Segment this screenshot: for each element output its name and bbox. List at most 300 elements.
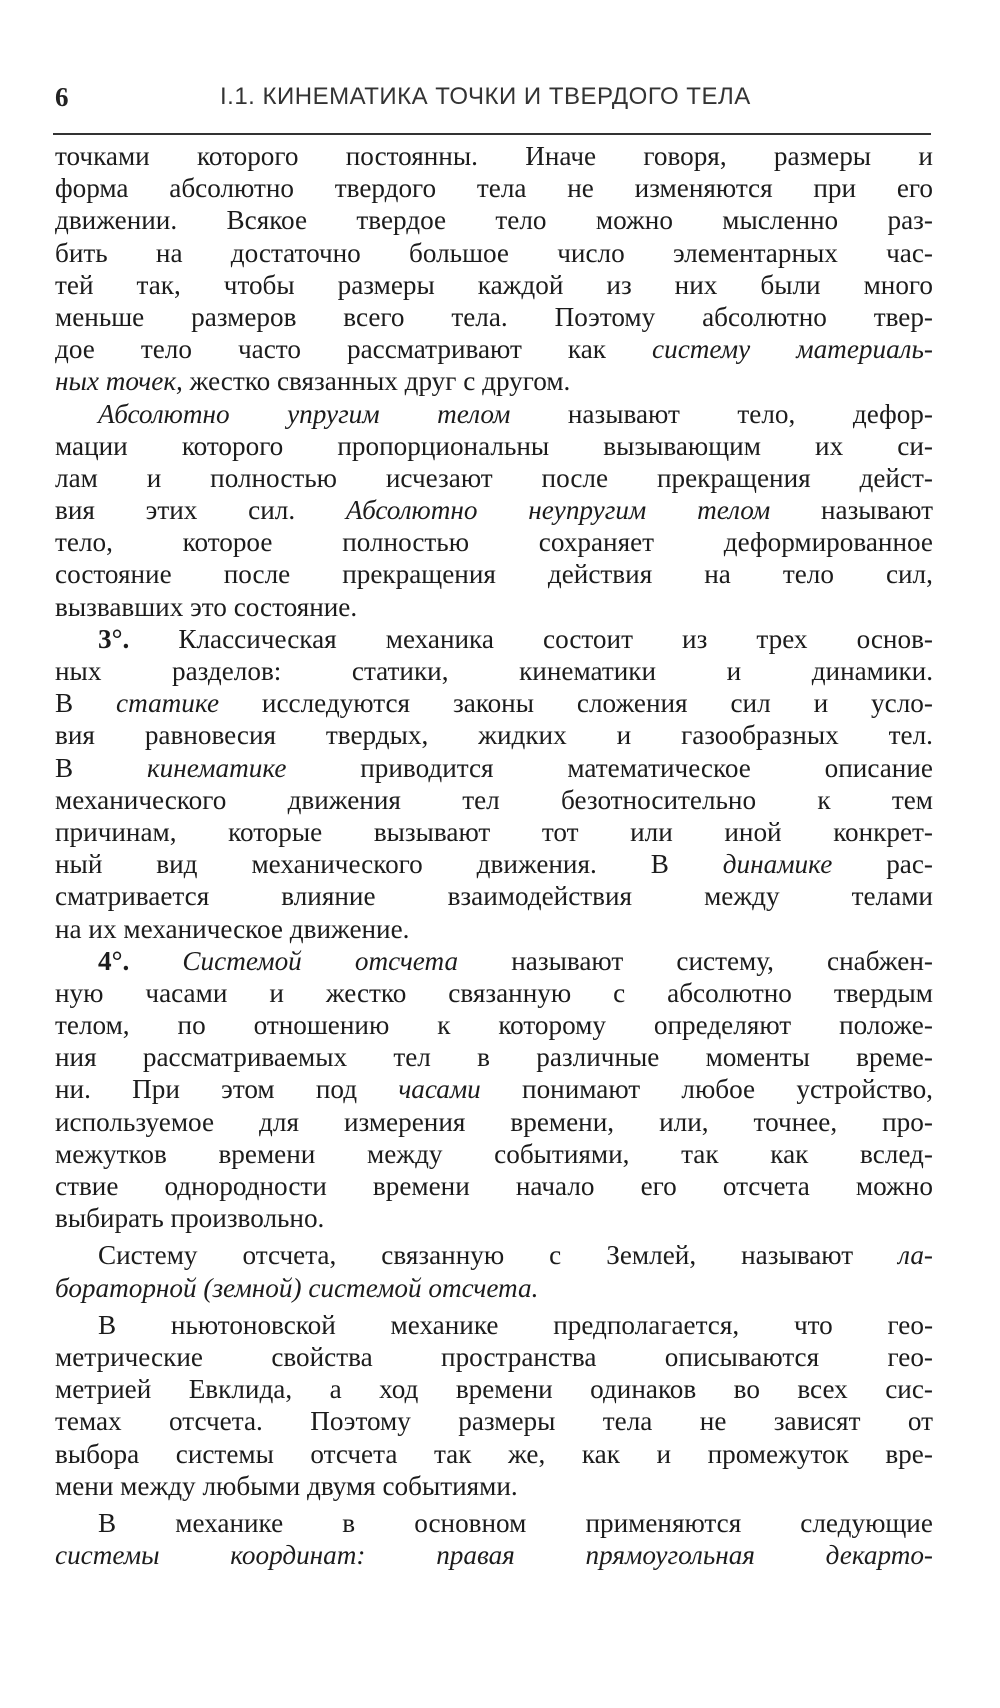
word: зависят: [773, 1406, 861, 1437]
word: и: [656, 1438, 672, 1469]
word: гео-: [887, 1309, 933, 1340]
text-line: [55, 816, 933, 848]
text-line: [55, 204, 933, 236]
text-line: [55, 623, 933, 655]
word: точнее,: [753, 1106, 838, 1137]
word: и: [726, 656, 742, 686]
word: иной: [724, 816, 782, 847]
word: с: [549, 1240, 562, 1271]
word: к: [437, 1010, 451, 1041]
word: времени: [455, 1374, 553, 1405]
word: В: [98, 1309, 117, 1340]
word: усло-: [871, 688, 933, 719]
word: тело,: [55, 527, 113, 558]
text-line: [55, 526, 933, 558]
word: материаль-: [796, 334, 933, 365]
word: межутков: [55, 1138, 167, 1169]
word: точками: [55, 141, 150, 171]
text-line: [55, 333, 933, 365]
word: его: [896, 173, 933, 204]
word: трех: [756, 623, 808, 654]
word: телом: [437, 398, 511, 429]
word: тела: [476, 173, 527, 204]
word: Поэтому: [310, 1406, 411, 1437]
word: двумя: [306, 1470, 376, 1501]
word: размеры: [458, 1406, 556, 1437]
word: так: [433, 1438, 472, 1469]
word: В: [650, 849, 669, 880]
word: динамики.: [811, 656, 933, 686]
word: движении.: [55, 205, 178, 236]
word: равновесия: [144, 720, 276, 751]
word: которое: [182, 527, 273, 558]
word: можно: [595, 205, 673, 236]
word: на: [55, 913, 82, 944]
word: можно: [855, 1171, 933, 1201]
word: (земной): [203, 1272, 302, 1303]
text-line: [55, 1373, 933, 1405]
word: вре-: [885, 1438, 933, 1469]
word: законы: [452, 688, 534, 719]
text-line: [55, 1405, 933, 1437]
word: сматривается: [55, 881, 210, 912]
word: приводится: [360, 752, 494, 783]
word: времени: [218, 1138, 316, 1169]
word: достаточно: [230, 237, 361, 268]
word: моменты: [705, 1042, 810, 1073]
text-line: [55, 1073, 933, 1105]
word: дое: [55, 334, 95, 365]
word: ход: [379, 1374, 419, 1405]
word: разделов:: [171, 656, 282, 686]
word: которые: [228, 816, 323, 847]
word: определяют: [653, 1010, 792, 1041]
word: а: [329, 1374, 342, 1405]
word: начало: [515, 1171, 595, 1201]
word: произвольно.: [170, 1203, 325, 1234]
word: для: [259, 1106, 299, 1137]
text-line: [55, 172, 933, 204]
word: часами: [145, 977, 228, 1008]
word: статике: [116, 688, 220, 719]
word: темах: [55, 1406, 122, 1437]
word: Иначе: [525, 141, 597, 171]
word: сил: [730, 688, 771, 719]
word: них: [674, 269, 718, 300]
page-header: [55, 82, 935, 122]
word: точек,: [105, 366, 183, 397]
word: Поэтому: [554, 301, 656, 332]
body-text: [55, 140, 933, 1571]
word: причинам,: [55, 816, 177, 847]
word: тел: [393, 1042, 431, 1073]
text-line: [55, 1438, 933, 1470]
word: ных: [55, 656, 102, 686]
word: отсчета: [310, 1438, 398, 1469]
word: любое: [681, 1074, 756, 1105]
word: гео-: [887, 1341, 933, 1372]
word: исследуются: [261, 688, 411, 719]
word: как: [567, 334, 606, 365]
word: безотносительно: [560, 784, 757, 815]
word: друг: [404, 366, 457, 397]
text-line: [55, 655, 933, 687]
text-line: [55, 1009, 933, 1041]
word: си-: [897, 430, 933, 461]
word: Абсолютно: [345, 495, 478, 526]
word: влияние: [281, 881, 376, 912]
word: телами: [851, 881, 933, 912]
word: ствие: [55, 1171, 119, 1201]
text-line: [55, 1341, 933, 1373]
word: системой: [308, 1272, 422, 1303]
word: их: [815, 430, 844, 461]
word: связанную: [448, 977, 572, 1008]
word: используемое: [55, 1106, 215, 1137]
word: называют: [511, 945, 624, 976]
word: абсолютно: [169, 173, 294, 204]
word: рассматриваемых: [142, 1042, 348, 1073]
text-line: [55, 1239, 933, 1271]
word: движения: [287, 784, 401, 815]
word: тел.: [888, 720, 933, 751]
word: Системой: [182, 945, 302, 976]
word: 3°.: [98, 623, 130, 654]
text-line: [55, 398, 933, 430]
word: так: [681, 1138, 719, 1169]
word: действия: [547, 559, 653, 590]
word: или: [630, 816, 673, 847]
word: отношению: [253, 1010, 390, 1041]
word: состоит: [543, 623, 633, 654]
word: свойства: [271, 1341, 373, 1372]
word: исчезают: [385, 462, 493, 493]
word: сис-: [885, 1374, 933, 1405]
word: и: [269, 977, 284, 1008]
word: всего: [343, 301, 405, 332]
word: Систему: [98, 1240, 198, 1271]
word: устройство,: [796, 1074, 933, 1105]
text-line: [55, 237, 933, 269]
text-line: [55, 880, 933, 912]
word: лам: [55, 462, 98, 493]
word: сохраняет: [538, 527, 655, 558]
word: времени,: [510, 1106, 615, 1137]
text-line: [55, 1106, 933, 1138]
text-line: [55, 140, 933, 172]
word: любыми: [202, 1470, 301, 1501]
text-line: [55, 591, 933, 623]
text-line: [55, 558, 933, 590]
word: промежуток: [707, 1438, 849, 1469]
word: этих: [145, 495, 198, 526]
word: кинематике: [146, 752, 287, 783]
word: бить: [55, 237, 108, 268]
word: прямоугольная: [585, 1540, 755, 1571]
word: декарто-: [825, 1540, 933, 1571]
word: пропорциональны: [337, 430, 550, 461]
word: механике: [175, 1507, 284, 1538]
word: связанных: [276, 366, 398, 397]
word: Всякое: [226, 205, 308, 236]
word: основном: [414, 1507, 527, 1538]
word: постоянны.: [345, 141, 478, 171]
word: не: [699, 1406, 727, 1437]
word: по: [177, 1010, 206, 1041]
word: бораторной: [55, 1272, 197, 1303]
word: после: [223, 559, 291, 590]
word: между: [120, 1470, 196, 1501]
word: Землей,: [606, 1240, 697, 1271]
word: ных: [55, 366, 99, 397]
word: 4°.: [98, 945, 130, 976]
word: дефор-: [852, 398, 933, 429]
word: правая: [436, 1540, 515, 1571]
text-line: [55, 1309, 933, 1341]
word: абсолютно: [667, 977, 792, 1008]
word: времени: [372, 1171, 470, 1201]
word: связанную: [381, 1240, 505, 1271]
word: механике: [390, 1309, 499, 1340]
word: одинаков: [590, 1374, 697, 1405]
word: однородности: [164, 1171, 327, 1201]
word: движения.: [476, 849, 597, 880]
word: другом.: [482, 366, 571, 397]
word: не: [567, 173, 594, 204]
word: рас-: [886, 849, 933, 880]
word: форма: [55, 173, 129, 204]
word: на: [704, 559, 731, 590]
word: от: [907, 1406, 933, 1437]
word: выбора: [55, 1438, 140, 1469]
word: выбирать: [55, 1203, 164, 1234]
word: систему,: [676, 945, 774, 976]
word: тела.: [451, 301, 508, 332]
word: которого: [197, 141, 299, 171]
word: каждой: [477, 269, 564, 300]
word: отсчета.: [428, 1272, 539, 1303]
word: мысленно: [722, 205, 839, 236]
word: были: [760, 269, 821, 300]
word: основ-: [856, 623, 933, 654]
word: сил,: [885, 559, 933, 590]
word: прекращения: [656, 462, 811, 493]
word: Абсолютно: [98, 398, 230, 429]
word: его: [640, 1171, 677, 1201]
word: называют: [567, 398, 680, 429]
word: систему: [652, 334, 751, 365]
word: понимают: [522, 1074, 641, 1105]
word: деформированное: [723, 527, 933, 558]
word: и: [813, 688, 829, 719]
word: снабжен-: [827, 945, 933, 976]
word: говоря,: [643, 141, 727, 171]
word: В: [55, 688, 74, 719]
word: их: [88, 913, 117, 944]
word: газообразных: [681, 720, 839, 751]
text-line: [55, 301, 933, 333]
word: ную: [55, 977, 104, 1008]
word: в: [342, 1507, 356, 1538]
word: пространства: [441, 1341, 597, 1372]
word: событиями,: [494, 1138, 630, 1169]
word: состояние.: [233, 591, 358, 622]
word: ньютоновской: [170, 1309, 336, 1340]
word: описание: [824, 752, 933, 783]
word: механическое: [123, 913, 283, 944]
word: вызвавших: [55, 591, 184, 622]
word: твердым: [833, 977, 933, 1008]
word: размеров: [191, 301, 297, 332]
word: упругим: [287, 398, 380, 429]
word: с: [613, 977, 626, 1008]
word: координат:: [230, 1540, 366, 1571]
word: механического: [251, 849, 423, 880]
text-line: [55, 784, 933, 816]
word: ни.: [55, 1074, 91, 1105]
word: часами: [398, 1074, 481, 1105]
running-title: I.1. КИНЕМАТИКА ТОЧКИ И ТВЕРДОГО ТЕЛА: [220, 83, 751, 110]
word: неупругим: [528, 495, 647, 526]
text-line: [55, 687, 933, 719]
word: жидких: [478, 720, 567, 751]
word: рассматривают: [346, 334, 522, 365]
word: описываются: [664, 1341, 820, 1372]
word: при: [813, 173, 857, 204]
word: твердое: [356, 205, 447, 236]
text-line: [55, 1041, 933, 1073]
word: тело: [782, 559, 834, 590]
header-rule: [53, 133, 931, 135]
word: как: [770, 1138, 809, 1169]
word: состояние: [55, 559, 172, 590]
word: часто: [238, 334, 301, 365]
word: которому: [498, 1010, 606, 1041]
word: между: [704, 881, 780, 912]
word: положе-: [839, 1010, 933, 1041]
word: При: [132, 1074, 180, 1105]
word: конкрет-: [833, 816, 933, 847]
word: системы: [55, 1540, 160, 1571]
text-line: [55, 494, 933, 526]
word: В: [98, 1507, 117, 1538]
text-line: [55, 913, 933, 945]
text-line: [55, 945, 933, 977]
word: полностью: [342, 527, 470, 558]
word: элементарных: [672, 237, 838, 268]
word: так,: [136, 269, 181, 300]
word: число: [557, 237, 625, 268]
word: вия: [55, 495, 95, 526]
word: време-: [856, 1042, 933, 1073]
word: вызывают: [373, 816, 491, 847]
word: телом,: [55, 1010, 130, 1041]
word: ла-: [898, 1240, 933, 1271]
word: и: [616, 720, 632, 751]
word: тело,: [737, 398, 796, 429]
word: абсолютно: [702, 301, 827, 332]
word: тем: [891, 784, 933, 815]
text-line: [55, 1539, 933, 1571]
word: это: [190, 591, 227, 622]
word: изменяются: [634, 173, 773, 204]
word: системы: [175, 1438, 274, 1469]
word: и: [146, 462, 162, 493]
word: различные: [536, 1042, 660, 1073]
word: Евклида,: [188, 1374, 293, 1405]
text-line: [55, 848, 933, 880]
text-line: [55, 977, 933, 1009]
word: ный: [55, 849, 103, 880]
word: следующие: [800, 1507, 933, 1538]
page-number: 6: [55, 82, 69, 112]
word: жестко: [189, 366, 271, 397]
word: называют: [820, 495, 933, 526]
word: же,: [508, 1438, 546, 1469]
word: измерения: [343, 1106, 466, 1137]
word: между: [367, 1138, 443, 1169]
word: твердого: [334, 173, 437, 204]
word: что: [793, 1309, 833, 1340]
word: твердых,: [325, 720, 429, 751]
word: дейст-: [859, 462, 933, 493]
word: тей: [55, 269, 94, 300]
word: мени: [55, 1470, 114, 1501]
word: вид: [156, 849, 198, 880]
word: тел: [462, 784, 500, 815]
text-line: [55, 719, 933, 751]
word: вслед-: [860, 1138, 933, 1169]
text-line: [55, 269, 933, 301]
word: большое: [409, 237, 509, 268]
word: движение.: [289, 913, 410, 944]
word: метрические: [55, 1341, 203, 1372]
word: этом: [221, 1074, 275, 1105]
text-line: [55, 1138, 933, 1170]
text-line: [55, 462, 933, 494]
word: метрией: [55, 1374, 152, 1405]
word: жестко: [325, 977, 407, 1008]
word: во: [733, 1374, 760, 1405]
word: в: [477, 1042, 490, 1073]
word: мации: [55, 430, 128, 461]
word: час-: [886, 237, 933, 268]
word: меньше: [55, 301, 145, 332]
word: под: [315, 1074, 358, 1105]
word: которого: [181, 430, 284, 461]
word: называют: [741, 1240, 854, 1271]
word: из: [606, 269, 632, 300]
word: ния: [55, 1042, 97, 1073]
word: или,: [659, 1106, 709, 1137]
word: твер-: [873, 301, 933, 332]
word: предполагается,: [553, 1309, 740, 1340]
word: отсчета: [354, 945, 459, 976]
word: тот: [541, 816, 579, 847]
word: применяются: [585, 1507, 742, 1538]
text-line: [55, 1507, 933, 1539]
word: сложения: [576, 688, 688, 719]
text-line: [55, 1470, 933, 1502]
word: динамике: [722, 849, 833, 880]
word: отсчета.: [169, 1406, 263, 1437]
word: тело: [495, 205, 547, 236]
word: к: [817, 784, 831, 815]
word: вия: [55, 720, 95, 751]
word: тела: [602, 1406, 653, 1437]
text-line: [55, 430, 933, 462]
word: прекращения: [342, 559, 496, 590]
